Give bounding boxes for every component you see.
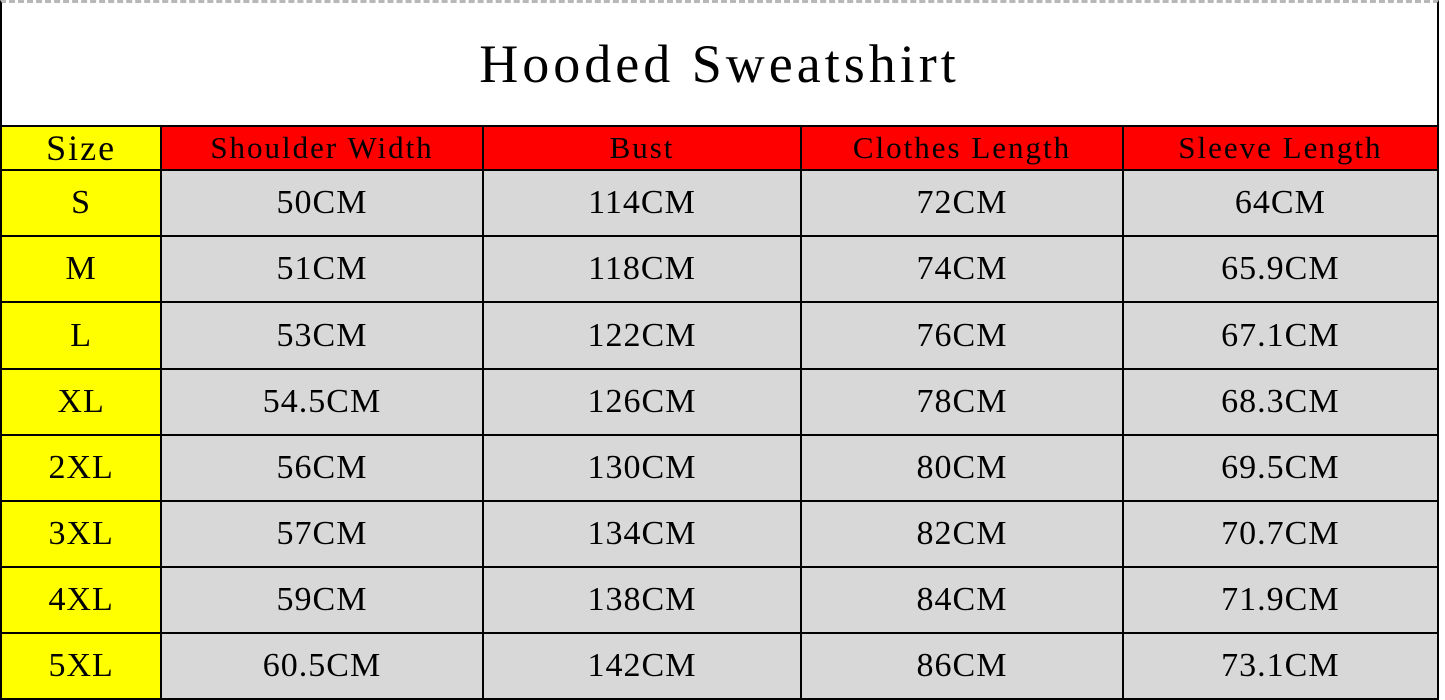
sleeve-length-cell: 68.3CM: [1123, 369, 1437, 435]
size-cell: 4XL: [2, 567, 161, 633]
bust-cell: 130CM: [483, 435, 802, 501]
bust-cell: 118CM: [483, 236, 802, 302]
sleeve-length-cell: 70.7CM: [1123, 501, 1437, 567]
shoulder-width-cell: 56CM: [161, 435, 482, 501]
header-row: [2, 126, 1437, 170]
size-cell: XL: [2, 369, 161, 435]
bust-cell: 126CM: [483, 369, 802, 435]
clothes-length-cell: 80CM: [801, 435, 1122, 501]
sleeve-length-cell: 64CM: [1123, 170, 1437, 236]
table-row-m: [2, 236, 1437, 302]
column-header-shoulder-width: Shoulder Width: [161, 126, 482, 170]
clothes-length-cell: 86CM: [801, 633, 1122, 698]
size-cell: 5XL: [2, 633, 161, 698]
table-row-3xl: [2, 501, 1437, 567]
size-cell: L: [2, 302, 161, 368]
shoulder-width-cell: 50CM: [161, 170, 482, 236]
sleeve-length-cell: 73.1CM: [1123, 633, 1437, 698]
sleeve-length-cell: 65.9CM: [1123, 236, 1437, 302]
clothes-length-cell: 78CM: [801, 369, 1122, 435]
column-header-sleeve-length: Sleeve Length: [1123, 126, 1437, 170]
clothes-length-cell: 74CM: [801, 236, 1122, 302]
size-cell: S: [2, 170, 161, 236]
bust-cell: 138CM: [483, 567, 802, 633]
clothes-length-cell: 72CM: [801, 170, 1122, 236]
size-cell: 3XL: [2, 501, 161, 567]
clothes-length-cell: 84CM: [801, 567, 1122, 633]
shoulder-width-cell: 51CM: [161, 236, 482, 302]
size-cell: 2XL: [2, 435, 161, 501]
shoulder-width-cell: 54.5CM: [161, 369, 482, 435]
bust-cell: 122CM: [483, 302, 802, 368]
bust-cell: 142CM: [483, 633, 802, 698]
clothes-length-cell: 76CM: [801, 302, 1122, 368]
sleeve-length-cell: 67.1CM: [1123, 302, 1437, 368]
table-row-4xl: [2, 567, 1437, 633]
size-table: [2, 125, 1437, 698]
clothes-length-cell: 82CM: [801, 501, 1122, 567]
shoulder-width-cell: 60.5CM: [161, 633, 482, 698]
sleeve-length-cell: 69.5CM: [1123, 435, 1437, 501]
sleeve-length-cell: 71.9CM: [1123, 567, 1437, 633]
shoulder-width-cell: 53CM: [161, 302, 482, 368]
bust-cell: 134CM: [483, 501, 802, 567]
table-row-xl: [2, 369, 1437, 435]
column-header-clothes-length: Clothes Length: [801, 126, 1122, 170]
table-row-5xl: [2, 633, 1437, 698]
bust-cell: 114CM: [483, 170, 802, 236]
column-header-size: Size: [2, 126, 161, 170]
shoulder-width-cell: 57CM: [161, 501, 482, 567]
table-row-s: [2, 170, 1437, 236]
size-cell: M: [2, 236, 161, 302]
table-row-2xl: [2, 435, 1437, 501]
shoulder-width-cell: 59CM: [161, 567, 482, 633]
title-area: [2, 3, 1437, 125]
table-row-l: [2, 302, 1437, 368]
column-header-bust: Bust: [483, 126, 802, 170]
page-title: Hooded Sweatshirt: [479, 34, 960, 94]
